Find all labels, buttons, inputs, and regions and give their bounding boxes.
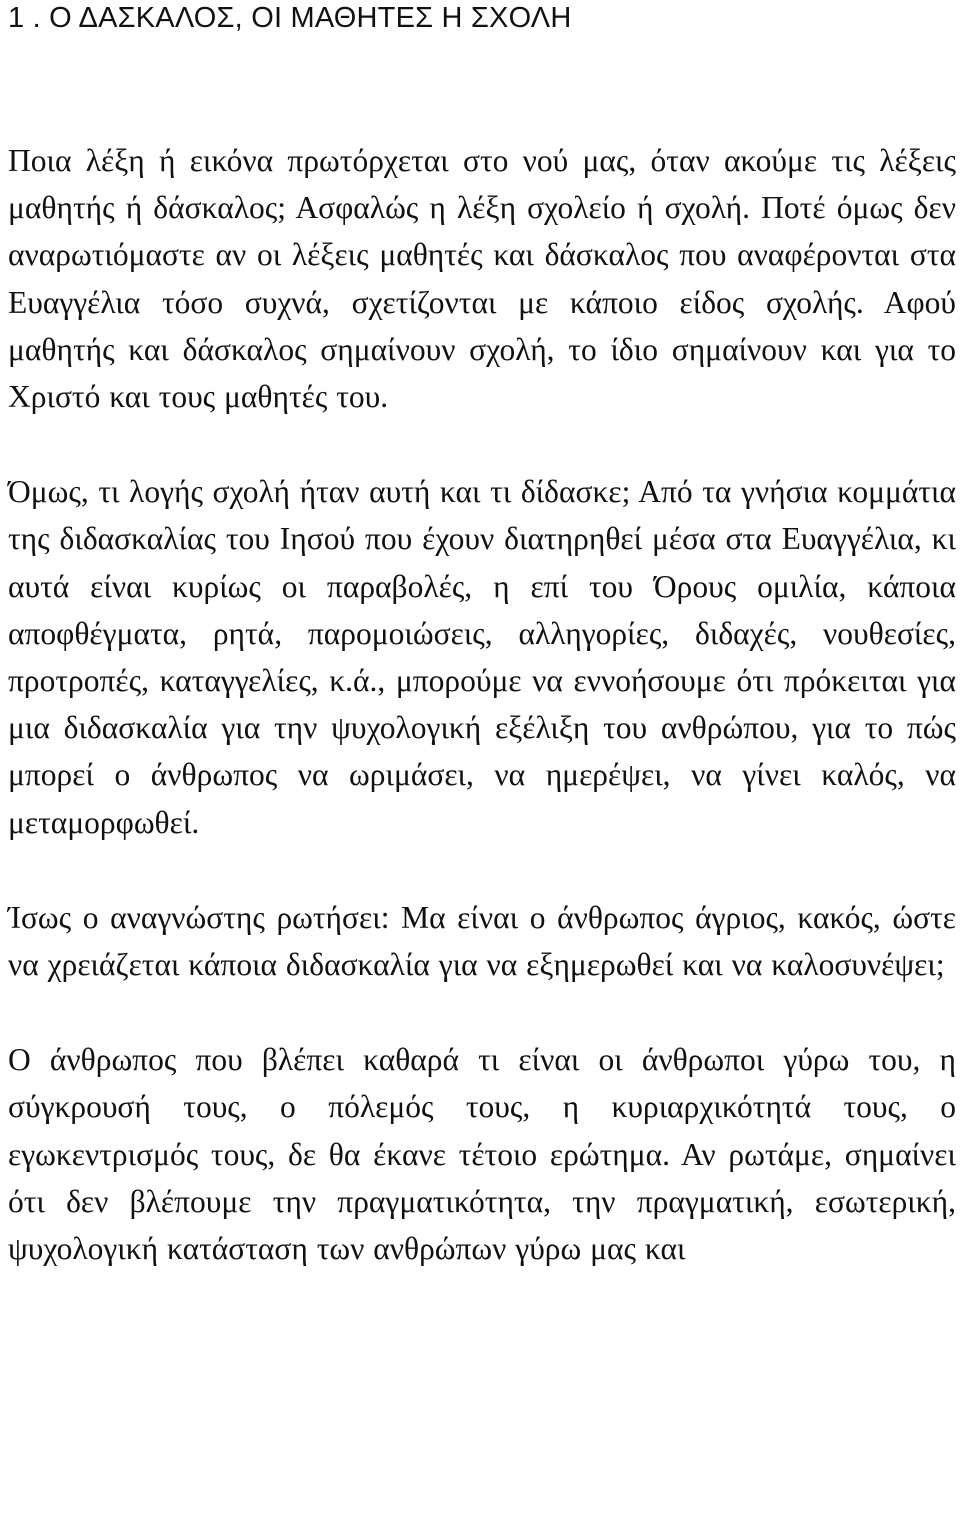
document-page bbox=[8, 0, 956, 1272]
paragraph-intro: Ποια λέξη ή εικόνα πρωτόρχεται στο νού μας, όταν ακούμε τις λέξεις μαθητής ή δάσκαλος; Ασφαλώς η λέξη σχολείο ή σχολή. Ποτέ όμως δεν αναρωτιόμαστε αν οι λέξεις μαθητές και δάσκαλος που αναφέρονται στα Ευαγγέλια τόσο συχνά, σχετίζονται με κάποιο είδος σχολής. Αφού μαθητής και δάσκαλος σημαίνουν σχολή, το ίδιο σημαίνουν και για το Χριστό και τους μαθητές του. bbox=[8, 143, 956, 415]
paragraph-question: Ίσως ο αναγνώστης ρωτήσει: Μα είναι ο άνθρωπος άγριος, κακός, ώστε να χρειάζεται κάποια διδασκαλία για να εξημερωθεί και να καλοσυνέψει; bbox=[8, 899, 956, 983]
chapter-heading: 1 . Ο ΔΑΣΚΑΛΟΣ, ΟΙ ΜΑΘΗΤΕΣ Η ΣΧΟΛΗ bbox=[8, 2, 572, 34]
paragraph-teaching: Όμως, τι λογής σχολή ήταν αυτή και τι δίδασκε; Από τα γνήσια κομμάτια της διδασκαλίας του Ιησού που έχουν διατηρηθεί μέσα στα Ευαγγέλια, κι αυτά είναι κυρίως οι παραβολές, η επί του Όρους ομιλία, κάποια αποφθέγματα, ρητά, παρομοιώσεις, αλληγορίες, διδαχές, νουθεσίες, προτροπές, καταγγελίες, κ.ά., μπορούμε να εννοήσουμε ότι πρόκειται για μια διδασκαλία για την ψυχολογική εξέλιξη του ανθρώπου, για το πώς μπορεί ο άνθρωπος να ωριμάσει, να ημερέψει, να γίνει καλός, να μεταμορφωθεί. bbox=[8, 474, 956, 840]
paragraph-answer: Ο άνθρωπος που βλέπει καθαρά τι είναι οι άνθρωποι γύρω του, η σύγκρουσή τους, ο πόλεμός τους, η κυριαρχικότητά τους, ο εγωκεντρισμός τους, δε θα έκανε τέτοιο ερώτημα. Αν ρωτάμε, σημαίνει ότι δεν βλέπουμε την πραγματικότητα, την πραγματική, εσωτερική, ψυχολογική κατάσταση των ανθρώπων γύρω μας και bbox=[8, 1042, 956, 1267]
